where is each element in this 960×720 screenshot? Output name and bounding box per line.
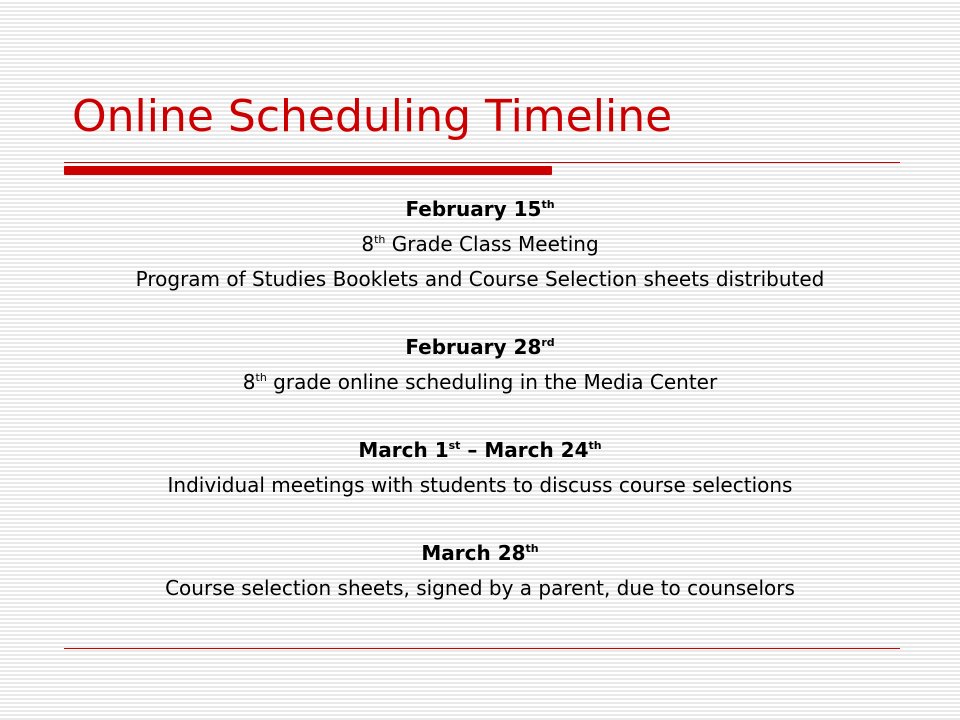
event-description: Program of Studies Booklets and Course Selection sheets distributed: [135, 267, 825, 291]
event-description: Individual meetings with students to discuss course selections: [167, 473, 793, 497]
slide-title: Online Scheduling Timeline: [72, 91, 673, 142]
timeline-event: [40, 330, 920, 400]
event-description: Course selection sheets, signed by a parent, due to counselors: [165, 576, 795, 600]
title-underline-thick: [64, 166, 552, 175]
timeline-event: [40, 192, 920, 297]
bottom-rule: [64, 648, 900, 649]
event-date: March 28th: [421, 541, 539, 565]
event-description: 8th Grade Class Meeting: [361, 232, 599, 256]
timeline-event: [40, 536, 920, 606]
event-date: February 15th: [405, 197, 555, 221]
timeline: [40, 192, 920, 639]
event-date: February 28rd: [405, 335, 555, 359]
event-date: March 1st – March 24th: [358, 438, 602, 462]
title-underline-thin: [64, 162, 900, 163]
event-description: 8th grade online scheduling in the Media Center: [242, 370, 718, 394]
timeline-event: [40, 433, 920, 503]
